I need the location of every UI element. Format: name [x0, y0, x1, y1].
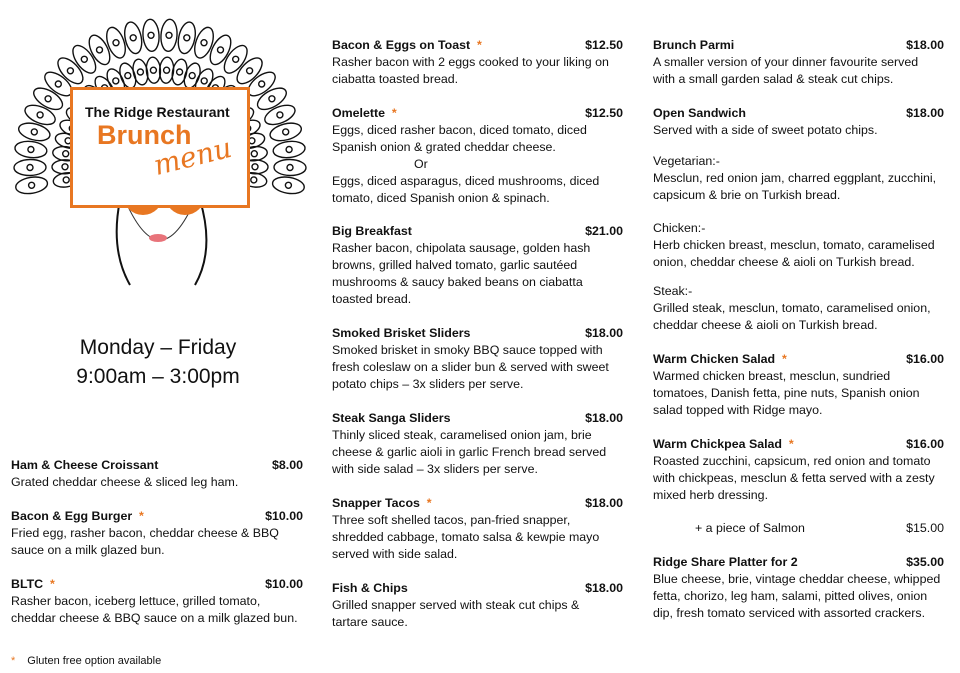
menu-item-name: Ham & Cheese Croissant	[11, 458, 159, 472]
menu-item	[332, 223, 623, 308]
gluten-free-star: *	[385, 106, 397, 120]
menu-item	[332, 410, 623, 478]
menu-item-description: Warmed chicken breast, mesclun, sundried	[653, 369, 891, 383]
menu-item-description: Vegetarian:-	[653, 154, 720, 168]
menu-item-description: onion, cheddar cheese & aioli on Turkish bread.	[653, 255, 915, 269]
menu-item-description: Chicken:-	[653, 221, 706, 235]
menu-item-description: Eggs, diced asparagus, diced mushrooms, diced	[332, 174, 600, 188]
menu-item-description: ciabatta toasted bread.	[332, 72, 459, 86]
menu-item-price: $18.00	[585, 326, 623, 340]
menu-item-price: $16.00	[906, 352, 944, 366]
menu-item-description: Grilled snapper served with steak cut chips &	[332, 598, 580, 612]
menu-item-description: Roasted zucchini, capsicum, red onion and tomato	[653, 454, 931, 468]
menu-item-header	[11, 576, 303, 593]
menu-item-price: $12.50	[585, 106, 623, 120]
menu-item-name: Big Breakfast	[332, 224, 412, 238]
menu-item-price: $18.00	[585, 411, 623, 425]
menu-item	[653, 351, 944, 419]
menu-item-price: $35.00	[906, 555, 944, 569]
logo-title-box	[70, 87, 250, 208]
menu-item-header	[332, 223, 623, 240]
menu-item-name: Fish & Chips	[332, 581, 408, 595]
menu-item	[653, 520, 944, 537]
menu-item-name: Steak Sanga Sliders	[332, 411, 451, 425]
menu-item-description: sauce on a milk glazed bun.	[11, 543, 165, 557]
logo-brunch: Brunch	[97, 120, 192, 150]
menu-item-description: Blue cheese, brie, vintage cheddar cheese, whipped	[653, 572, 941, 586]
menu-item-description: tomatoes, Danish fetta, pine nuts, Spanish onion	[653, 386, 920, 400]
menu-item-description: cheddar cheese & aioli on Turkish bread.	[653, 318, 878, 332]
menu-item-header	[11, 457, 303, 474]
menu-item-description: with chickpeas, mesclun & fetta served with a zesty	[653, 471, 935, 485]
menu-item-name: Ridge Share Platter for 2	[653, 555, 798, 569]
menu-item-description: served with side salad.	[332, 547, 458, 561]
menu-item-header	[332, 105, 623, 122]
menu-item	[653, 153, 944, 204]
menu-item	[332, 105, 623, 207]
menu-item	[653, 220, 944, 271]
opening-hours	[20, 333, 296, 391]
menu-item-header	[653, 105, 944, 122]
menu-item-description: Served with a side of sweet potato chips.	[653, 123, 878, 137]
menu-item-description: mushrooms & saucy baked beans on ciabatta	[332, 275, 583, 289]
menu-item-description: toasted bread.	[332, 292, 412, 306]
menu-item	[653, 436, 944, 504]
menu-item-description: with a small garden salad & steak cut chips.	[653, 72, 894, 86]
menu-item-name: Open Sandwich	[653, 106, 746, 120]
menu-item	[332, 37, 623, 88]
opening-times: 9:00am – 3:00pm	[76, 365, 240, 388]
menu-item-name: Bacon & Egg Burger	[11, 509, 133, 523]
menu-item-description: Grated cheddar cheese & sliced leg ham.	[11, 475, 239, 489]
menu-item	[332, 495, 623, 563]
menu-item-price: $18.00	[906, 106, 944, 120]
menu-item-description: Eggs, diced rasher bacon, diced tomato, diced	[332, 123, 587, 137]
gluten-free-note: Gluten free option available	[27, 655, 162, 667]
menu-item-description: fresh coleslaw on a slider bun & served with sweet	[332, 360, 609, 374]
menu-item	[653, 37, 944, 88]
brunch-menu-logo	[0, 0, 320, 290]
logo-menu: menu	[150, 130, 236, 183]
menu-item-name: Snapper Tacos	[332, 496, 420, 510]
menu-item-header	[653, 351, 944, 368]
menu-item-description: Thinly sliced steak, caramelised onion jam, brie	[332, 428, 592, 442]
menu-item-name: Smoked Brisket Sliders	[332, 326, 471, 340]
logo-restaurant-name: The Ridge Restaurant	[85, 104, 230, 120]
gluten-free-star: *	[775, 352, 787, 366]
menu-item-price: $8.00	[271, 458, 303, 472]
menu-item-description: Or	[414, 157, 428, 171]
gluten-free-star: *	[132, 509, 144, 523]
menu-item-price: $15.00	[906, 521, 944, 535]
menu-item-description: potato chips – 3x sliders per serve.	[332, 377, 524, 391]
menu-item-price: $16.00	[906, 437, 944, 451]
menu-item-header	[653, 554, 944, 571]
menu-item	[11, 508, 303, 559]
footer-note	[11, 655, 161, 667]
menu-item	[11, 457, 303, 491]
gluten-free-star: *	[43, 577, 55, 591]
menu-item	[11, 576, 303, 627]
menu-item-description: Mesclun, red onion jam, charred eggplant, zucchini,	[653, 171, 937, 185]
gluten-free-star: *	[419, 496, 432, 510]
menu-item-header	[332, 410, 623, 427]
menu-item-header	[332, 37, 623, 54]
menu-item	[332, 580, 623, 631]
menu-item-name: Bacon & Eggs on Toast	[332, 38, 471, 52]
menu-item-description: dip, fresh tomato serviced with assorted crackers.	[653, 606, 926, 620]
menu-item	[653, 283, 944, 334]
menu-item-description: capsicum & brie on Turkish bread.	[653, 188, 841, 202]
menu-item	[653, 105, 944, 139]
menu-item-header	[653, 37, 944, 54]
menu-item-header	[332, 580, 623, 597]
menu-item-description: shredded cabbage, tomato salsa & kewpie mayo	[332, 530, 600, 544]
menu-item-description: Smoked brisket in smoky BBQ sauce topped with	[332, 343, 603, 357]
menu-item-description: Steak:-	[653, 284, 693, 298]
menu-item	[653, 554, 944, 622]
menu-item-header	[653, 520, 944, 537]
menu-item-description: Rasher bacon, chipolata sausage, golden hash	[332, 241, 591, 255]
menu-item-description: cheese & garlic aioli in garlic French bread served	[332, 445, 607, 459]
menu-item-description: tartare sauce.	[332, 615, 408, 629]
gluten-free-star: *	[470, 38, 482, 52]
menu-item-name: + a piece of Salmon	[695, 521, 805, 535]
menu-item-header	[332, 495, 623, 512]
menu-item-description: tomato, diced Spanish onion & spinach.	[332, 191, 550, 205]
opening-days: Monday – Friday	[79, 336, 237, 359]
menu-item-description: Herb chicken breast, mesclun, tomato, caramelised	[653, 238, 935, 252]
lips-icon	[149, 234, 167, 242]
menu-item-description: A smaller version of your dinner favourite served	[653, 55, 919, 69]
menu-item-description: Rasher bacon, iceberg lettuce, grilled tomato,	[11, 594, 261, 608]
menu-item-name: BLTC	[11, 577, 44, 591]
menu-item-price: $12.50	[585, 38, 623, 52]
menu-item-description: mixed herb dressing.	[653, 488, 769, 502]
menu-item-price: $18.00	[585, 496, 623, 510]
menu-item-description: cheddar cheese & BBQ sauce on a milk glazed bun.	[11, 611, 298, 625]
menu-item-header	[332, 325, 623, 342]
menu-item-description: salad topped with Ridge mayo.	[653, 403, 823, 417]
menu-item-name: Omelette	[332, 106, 386, 120]
menu-item-description: with side salad – 3x sliders per serve.	[332, 462, 538, 476]
menu-item-description: Grilled steak, mesclun, tomato, caramelised onion,	[653, 301, 931, 315]
menu-item-price: $10.00	[265, 577, 303, 591]
menu-item-name: Warm Chickpea Salad	[653, 437, 783, 451]
menu-item-price: $18.00	[906, 38, 944, 52]
menu-item-description: Spanish onion & grated cheddar cheese.	[332, 140, 556, 154]
menu-item-description: fetta, chorizo, leg ham, salami, pitted olives, onion	[653, 589, 928, 603]
menu-item-description: Rasher bacon with 2 eggs cooked to your liking on	[332, 55, 609, 69]
menu-item-description: Three soft shelled tacos, pan-fried snapper,	[332, 513, 571, 527]
menu-item-header	[11, 508, 303, 525]
gluten-free-star: *	[782, 437, 794, 451]
gluten-free-star: *	[11, 655, 16, 667]
menu-item-price: $21.00	[585, 224, 623, 238]
menu-item-name: Brunch Parmi	[653, 38, 735, 52]
menu-item-description: Fried egg, rasher bacon, cheddar cheese & BBQ	[11, 526, 279, 540]
menu-item-header	[653, 436, 944, 453]
menu-item-name: Warm Chicken Salad	[653, 352, 776, 366]
menu-item-description: browns, grilled halved tomato, garlic sautéed	[332, 258, 578, 272]
menu-item-price: $18.00	[585, 581, 623, 595]
menu-item	[332, 325, 623, 393]
menu-item-price: $10.00	[265, 509, 303, 523]
